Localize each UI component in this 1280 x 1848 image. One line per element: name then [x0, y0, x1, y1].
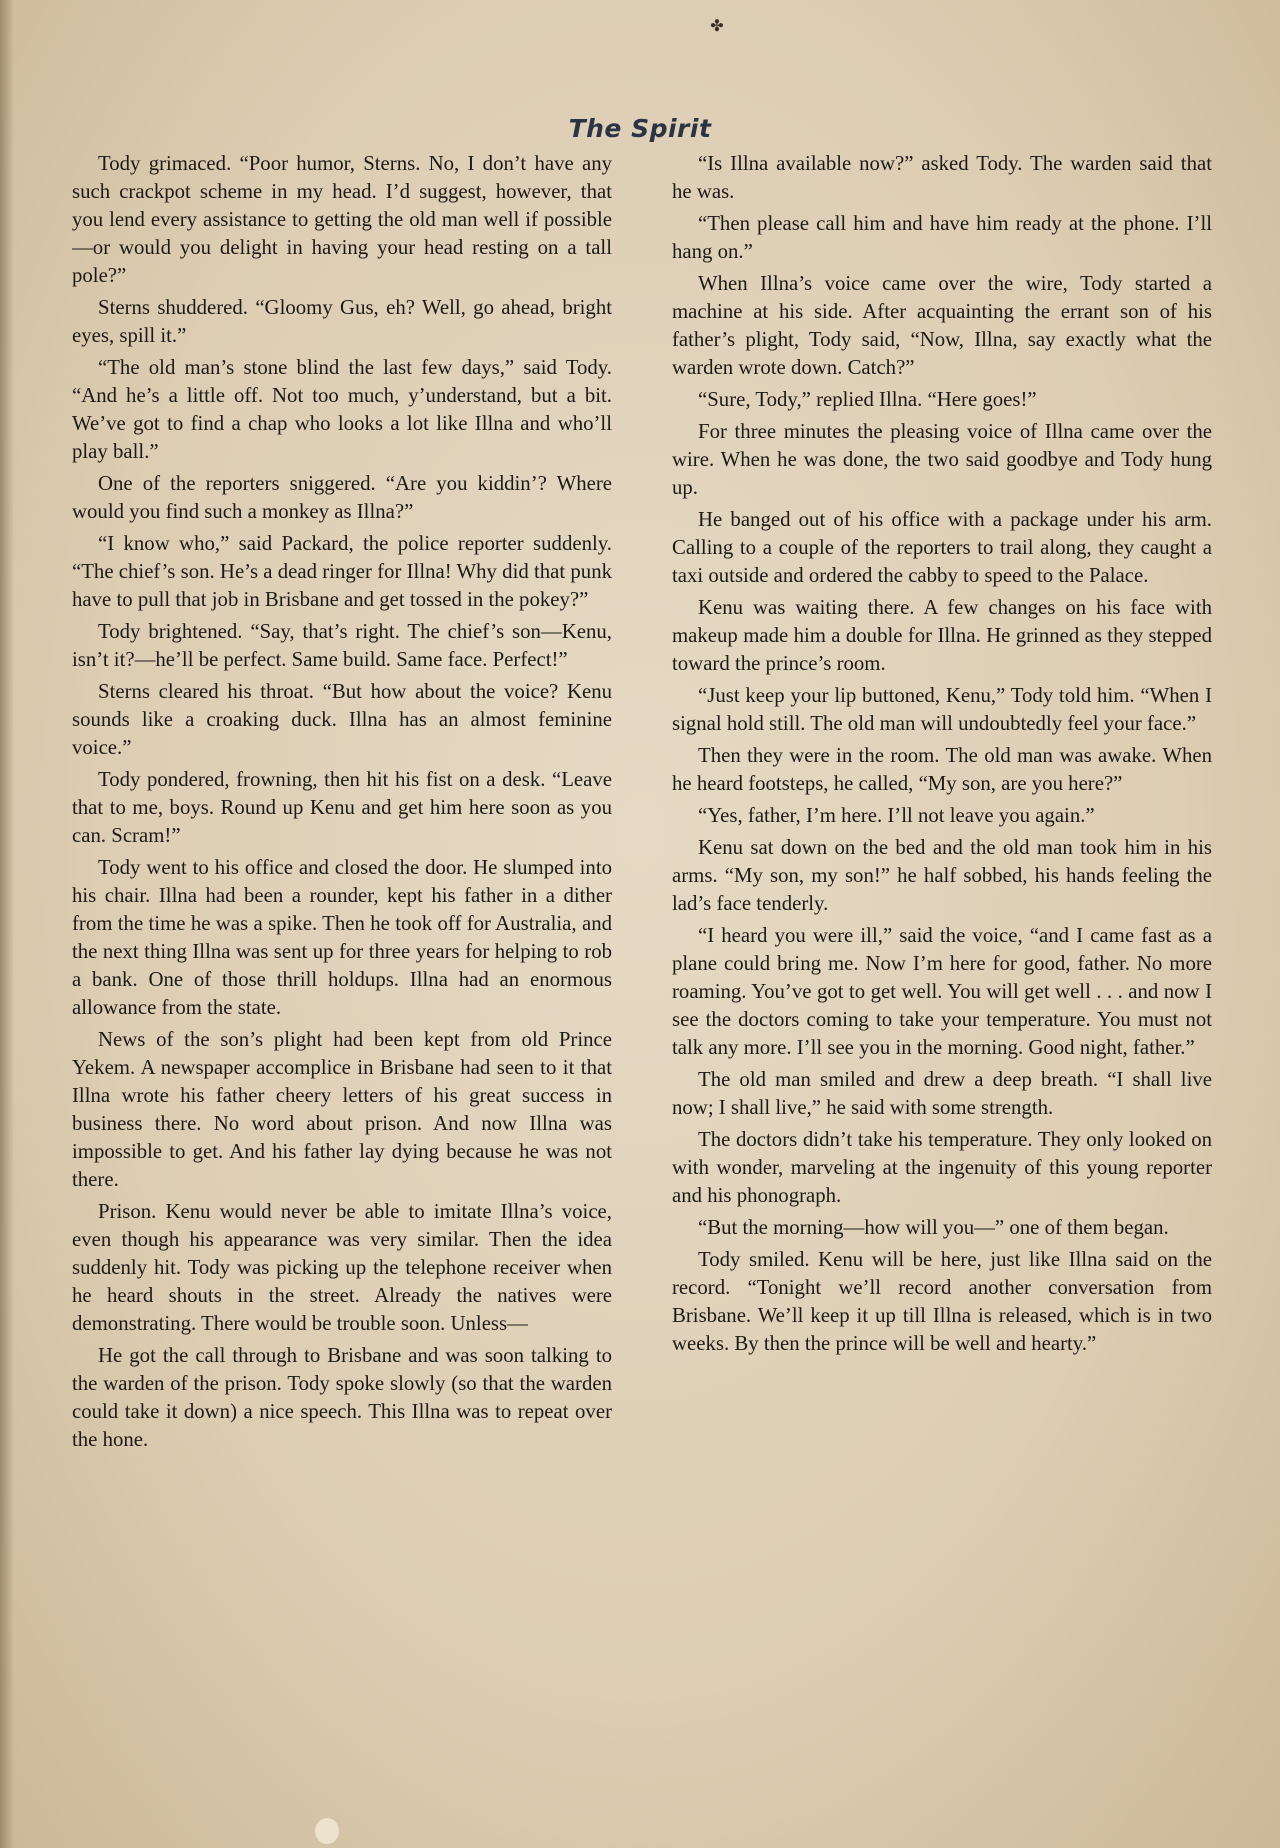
paragraph: Tody brightened. “Say, that’s right. The chief’s son—Kenu, isn’t it?—he’ll be perfect. Same build. Same face. Perfect!”	[72, 620, 612, 671]
page-edge-shadow	[0, 0, 14, 1848]
paragraph: Kenu sat down on the bed and the old man took him in his arms. “My son, my son!” he half sobbed, his hands feeling the lad’s face tenderly.	[672, 836, 1212, 915]
paragraph: “I know who,” said Packard, the police reporter suddenly. “The chief’s son. He’s a dead ringer for Illna! Why did that punk have to pull that job in Brisbane and get tossed in the pokey?”	[72, 532, 612, 611]
paragraph: One of the reporters sniggered. “Are you kiddin’? Where would you find such a monkey as Illna?”	[72, 472, 612, 523]
paragraph: “The old man’s stone blind the last few days,” said Tody. “And he’s a little off. Not too much, y’understand, but a bit. We’ve got to find a chap who looks a lot like Illna and who’ll play ball.”	[72, 356, 612, 463]
paragraph: The old man smiled and drew a deep breath. “I shall live now; I shall live,” he said with some strength.	[672, 1068, 1212, 1119]
paragraph: Prison. Kenu would never be able to imitate Illna’s voice, even though his appearance was very similar. Then the idea suddenly hit. Tody was picking up the telephone receiver when he heard shouts in the street. Already the natives were demonstrating. There would be trouble soon. Unless—	[72, 1200, 612, 1335]
paragraph: Sterns shuddered. “Gloomy Gus, eh? Well, go ahead, bright eyes, spill it.”	[72, 296, 612, 347]
paragraph: Kenu was waiting there. A few changes on his face with makeup made him a double for Illna. He grinned as they stepped toward the prince’s room.	[672, 596, 1212, 675]
paragraph: “Just keep your lip buttoned, Kenu,” Tody told him. “When I signal hold still. The old man will undoubtedly feel your face.”	[672, 684, 1212, 735]
paragraph: Tody went to his office and closed the door. He slumped into his chair. Illna had been a rounder, kept his father in a dither from the time he was a spike. Then he took off for Australia, and the next thing Illna was sent up for three years for helping to rob a bank. One of those thrill holdups. Illna had an enormous allowance from the state.	[72, 856, 612, 1019]
right-column	[672, 150, 1212, 1780]
paragraph: Then they were in the room. The old man was awake. When he heard footsteps, he called, “My son, are you here?”	[672, 744, 1212, 795]
paragraph: He banged out of his office with a package under his arm. Calling to a couple of the reporters to trail along, they caught a taxi outside and ordered the cabby to speed to the Palace.	[672, 508, 1212, 587]
paragraph: The doctors didn’t take his temperature. They only looked on with wonder, marveling at the ingenuity of this young reporter and his phonograph.	[672, 1128, 1212, 1207]
paragraph: Sterns cleared his throat. “But how about the voice? Kenu sounds like a croaking duck. Illna has an almost feminine voice.”	[72, 680, 612, 759]
ornament-icon: ✤	[710, 18, 724, 35]
paragraph: Tody smiled. Kenu will be here, just like Illna said on the record. “Tonight we’ll record another conversation from Brisbane. We’ll keep it up till Illna is released, which is in two weeks. By then the prince will be well and hearty.”	[672, 1248, 1212, 1355]
paragraph: “Yes, father, I’m here. I’ll not leave you again.”	[698, 804, 1095, 827]
paragraph: “I heard you were ill,” said the voice, “and I came fast as a plane could bring me. Now I’m here for good, father. No more roaming. You’ve got to get well. You will get well . . . and now I see the doctors coming to take your temperature. You must not talk any more. I’ll see you in the morning. Good night, father.”	[672, 924, 1212, 1059]
paragraph: News of the son’s plight had been kept from old Prince Yekem. A newspaper accomplice in Brisbane had seen to it that Illna wrote his father cheery letters of his great success in business there. No word about prison. And now Illna was impossible to get. And his father lay dying because he was not there.	[72, 1028, 612, 1191]
paragraph: He got the call through to Brisbane and was soon talking to the warden of the prison. Tody spoke slowly (so that the warden could take it down) a nice speech. This Illna was to repeat over the hone.	[72, 1344, 612, 1451]
page-header-title: The Spirit	[568, 114, 712, 143]
paragraph: “Then please call him and have him ready at the phone. I’ll hang on.”	[672, 212, 1212, 263]
paragraph: For three minutes the pleasing voice of Illna came over the wire. When he was done, the two said goodbye and Tody hung up.	[672, 420, 1212, 499]
paper-smudge	[315, 1818, 339, 1844]
paragraph: Tody grimaced. “Poor humor, Sterns. No, I don’t have any such crackpot scheme in my head. I’d suggest, however, that you lend every assistance to getting the old man well if possible—or would you delight in having your head resting on a tall pole?”	[72, 152, 612, 287]
left-column	[72, 150, 612, 1780]
paragraph: “Sure, Tody,” replied Illna. “Here goes!”	[698, 388, 1037, 411]
paragraph: “Is Illna available now?” asked Tody. The warden said that he was.	[672, 152, 1212, 203]
paragraph: “But the morning—how will you—” one of them began.	[698, 1216, 1169, 1239]
paragraph: Tody pondered, frowning, then hit his fist on a desk. “Leave that to me, boys. Round up Kenu and get him here soon as you can. Scram!”	[72, 768, 612, 847]
paragraph: When Illna’s voice came over the wire, Tody started a machine at his side. After acquainting the errant son of his father’s plight, Tody said, “Now, Illna, say exactly what the warden wrote down. Catch?”	[672, 272, 1212, 379]
